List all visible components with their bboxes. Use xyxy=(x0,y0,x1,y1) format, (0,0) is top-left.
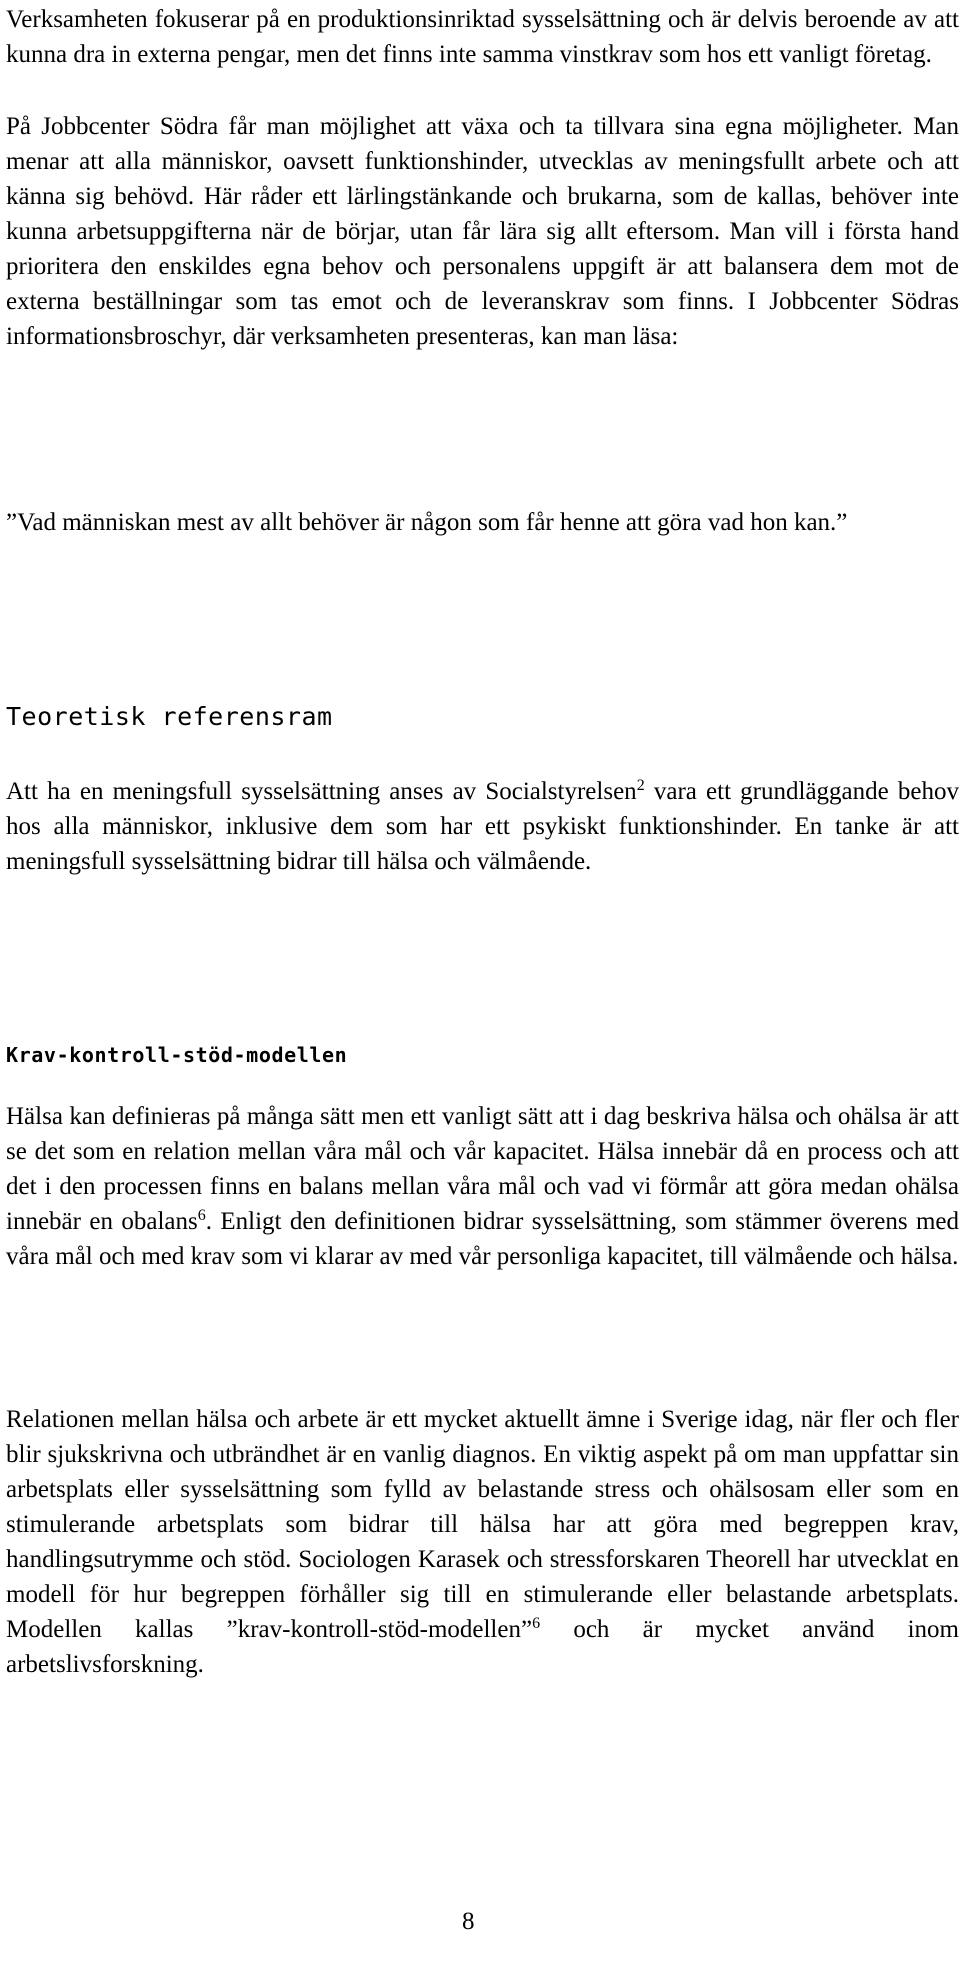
paragraph-health-definition xyxy=(6,1099,959,1274)
text-segment: . Enligt den definitionen bidrar sysselsättning, som stämmer överens med våra mål och med krav som vi klarar av med vår personliga kapacitet, till välmående och hälsa. xyxy=(6,1208,959,1270)
text-segment: Att ha en meningsfull sysselsättning anses av Socialstyrelsen xyxy=(6,778,637,805)
text-segment: Hälsa kan definieras på många sätt men ett vanligt sätt att i dag beskriva hälsa och ohälsa är att se det som en relation mellan våra mål och vår kapacitet. Hälsa innebär då en process och att det i den processen finns en balans mellan våra mål och vad vi förmår att göra medan ohälsa innebär en obalans xyxy=(6,1103,959,1235)
brochure-quote: ”Vad människan mest av allt behöver är någon som får henne att göra vad hon kan.” xyxy=(6,509,848,536)
text-segment: Relationen mellan hälsa och arbete är ett mycket aktuellt ämne i Sverige idag, när fler och fler blir sjukskrivna och utbrändhet är en vanlig diagnos. En viktig aspekt på om man uppfattar sin arbetsplats eller sysselsättning som fylld av belastande stress och ohälsosam eller som en stimulerande arbetsplats som bidrar till hälsa har att göra med begreppen krav, handlingsutrymme och stöd. Sociologen Karasek och stressforskaren Theorell har utvecklat en modell för hur begreppen förhåller sig till en stimulerande eller belastande arbetsplats. Modellen kallas ”krav-kontroll-stöd-modellen” xyxy=(6,1406,959,1643)
heading-demand-control-support-model: Krav-kontroll-stöd-modellen xyxy=(6,1043,348,1067)
text-segment: och är mycket använd inom arbetslivsforskning. xyxy=(6,1616,959,1678)
heading-theoretical-framework: Teoretisk referensram xyxy=(6,702,333,731)
footnote-ref: 6 xyxy=(197,1207,206,1224)
paragraph-health-and-work xyxy=(6,1402,959,1682)
text-segment: vara ett grundläggande behov hos alla människor, inklusive dem som har ett psykiskt funktionshinder. En tanke är att meningsfull sysselsättning bidrar till hälsa och välmående. xyxy=(6,778,959,875)
page-number: 8 xyxy=(462,1908,475,1935)
footnote-ref: 6 xyxy=(532,1615,541,1632)
paragraph-meaningful-occupation xyxy=(6,774,959,879)
paragraph-jobbcenter: På Jobbcenter Södra får man möjlighet att växa och ta tillvara sina egna möjligheter. Man menar att alla människor, oavsett funktionshinder, utvecklas av meningsfullt arbete och att känna sig behövd. Här råder ett lärlingstänkande och brukarna, som de kallas, behöver inte kunna arbetsuppgifterna när de börjar, utan får lära sig allt eftersom. Man vill i första hand prioritera den enskildes egna behov och personalens uppgift är att balansera dem mot de externa beställningar som tas emot och de leveranskrav som finns. I Jobbcenter Södras informationsbroschyr, där verksamheten presenteras, kan man läsa: xyxy=(6,113,959,350)
paragraph-intro: Verksamheten fokuserar på en produktionsinriktad sysselsättning och är delvis beroende av att kunna dra in externa pengar, men det finns inte samma vinstkrav som hos ett vanligt företag. xyxy=(6,6,959,68)
footnote-ref: 2 xyxy=(636,777,645,794)
